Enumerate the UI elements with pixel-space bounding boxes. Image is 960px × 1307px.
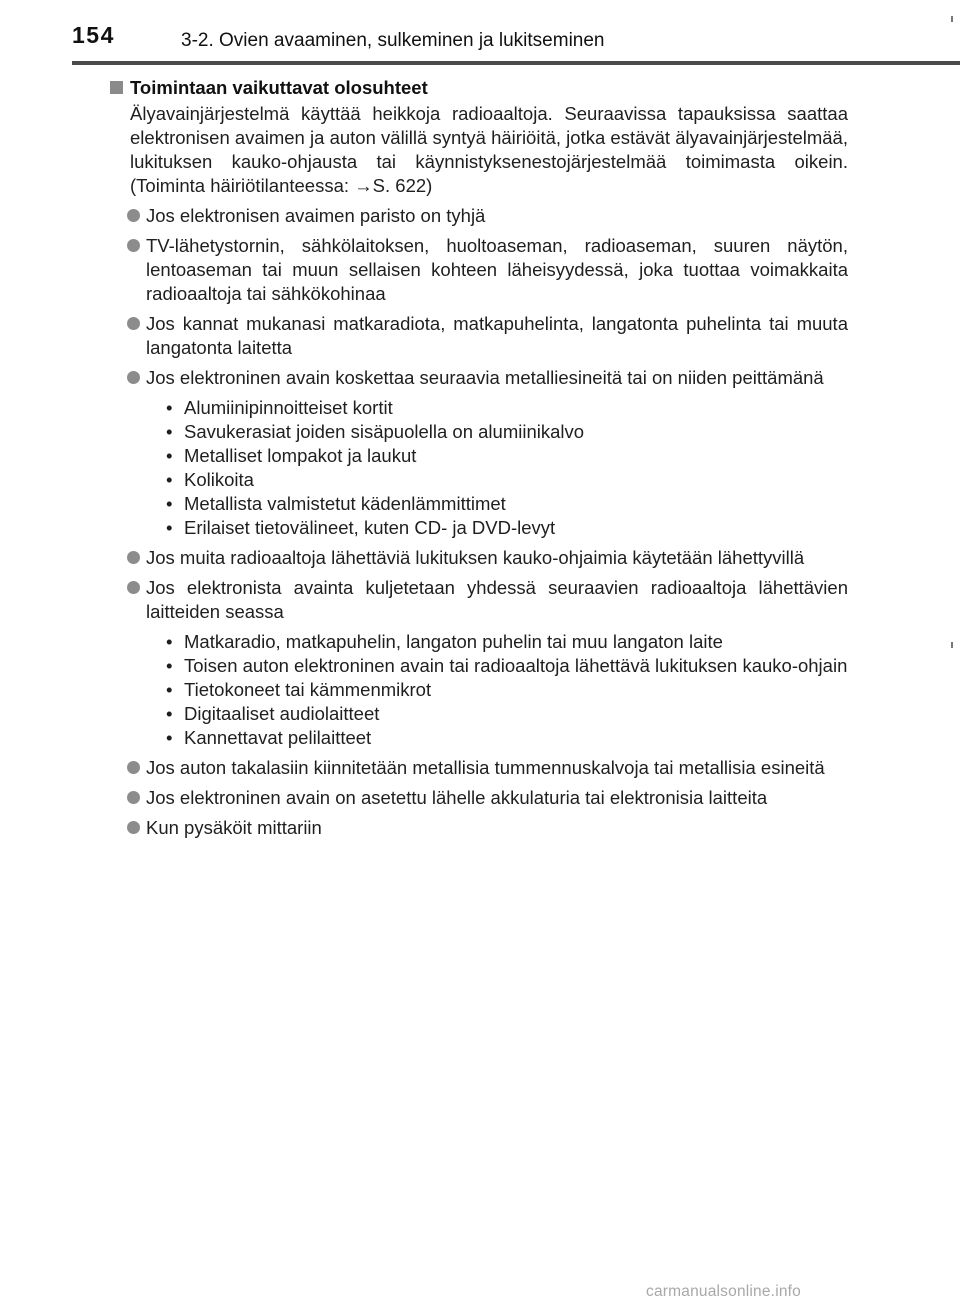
small-bullet-icon: •	[166, 703, 173, 724]
sub-list-item	[162, 468, 848, 492]
sub-list-item	[162, 516, 848, 540]
sub-list-item-text: Savukerasiat joiden sisäpuolella on alumiinikalvo	[184, 421, 585, 442]
sub-list-item-text: Metallista valmistetut kädenlämmittimet	[184, 493, 506, 514]
small-bullet-icon: •	[166, 445, 173, 466]
sub-list-item-text: Toisen auton elektroninen avain tai radioaaltoja lähettävä lukituksen kauko-ohjain	[184, 655, 848, 676]
page-number: 154	[72, 22, 115, 48]
page-header	[0, 0, 960, 62]
circle-bullet-icon	[127, 551, 140, 564]
section-title: 3-2. Ovien avaaminen, sulkeminen ja lukitseminen	[181, 30, 605, 51]
sub-list-item-text: Tietokoneet tai kämmenmikrot	[184, 679, 432, 700]
small-bullet-icon: •	[166, 469, 173, 490]
list-item	[130, 234, 848, 306]
watermark: carmanualsonline.info	[646, 1283, 801, 1300]
sub-list	[162, 396, 848, 540]
condition-list	[130, 204, 848, 840]
section-heading-text: Toimintaan vaikuttavat olosuhteet	[130, 77, 428, 98]
small-bullet-icon: •	[166, 679, 173, 700]
circle-bullet-icon	[127, 791, 140, 804]
sub-list-item	[162, 444, 848, 468]
sub-list-item	[162, 630, 848, 654]
small-bullet-icon: •	[166, 517, 173, 538]
small-bullet-icon: •	[166, 655, 173, 676]
sub-list-item	[162, 726, 848, 750]
sub-list-item	[162, 492, 848, 516]
list-item	[130, 786, 848, 810]
list-item	[130, 756, 848, 780]
list-item-text: Jos kannat mukanasi matkaradiota, matkapuhelinta, langatonta puhelinta tai muuta langatonta laitetta	[146, 313, 848, 358]
crop-mark	[951, 642, 953, 648]
square-bullet-icon	[110, 81, 123, 94]
sub-list-item	[162, 678, 848, 702]
sub-list-item-text: Kolikoita	[184, 469, 254, 490]
small-bullet-icon: •	[166, 727, 173, 748]
list-item-text: Jos elektroninen avain koskettaa seuraavia metalliesineitä tai on niiden peittämänä	[146, 367, 824, 388]
crop-mark	[951, 16, 953, 22]
list-item-text: Kun pysäköit mittariin	[146, 817, 322, 838]
sub-list-item-text: Alumiinipinnoitteiset kortit	[184, 397, 393, 418]
sub-list-item	[162, 702, 848, 726]
circle-bullet-icon	[127, 371, 140, 384]
circle-bullet-icon	[127, 761, 140, 774]
list-item	[130, 366, 848, 540]
small-bullet-icon: •	[166, 493, 173, 514]
list-item-text: Jos muita radioaaltoja lähettäviä lukituksen kauko-ohjaimia käytetään lähettyvillä	[146, 547, 805, 568]
sub-list	[162, 630, 848, 750]
list-item-text: TV-lähetystornin, sähkölaitoksen, huoltoaseman, radioaseman, suuren näytön, lentoaseman tai muun sellaisen kohteen läheisyydessä, joka tuottaa voimakkaita radioaaltoja tai sähkökohinaa	[146, 235, 848, 304]
sub-list-item	[162, 396, 848, 420]
circle-bullet-icon	[127, 317, 140, 330]
sub-list-item-text: Kannettavat pelilaitteet	[184, 727, 372, 748]
list-item	[130, 546, 848, 570]
list-item-text: Jos elektroninen avain on asetettu lähelle akkulaturia tai elektronisia laitteita	[146, 787, 768, 808]
section-heading	[108, 76, 848, 100]
list-item	[130, 312, 848, 360]
list-item	[130, 816, 848, 840]
small-bullet-icon: •	[166, 421, 173, 442]
list-item-text: Jos auton takalasiin kiinnitetään metallisia tummennuskalvoja tai metallisia esineitä	[146, 757, 825, 778]
sub-list-item-text: Digitaaliset audiolaitteet	[184, 703, 380, 724]
sub-list-item-text: Matkaradio, matkapuhelin, langaton puhelin tai muu langaton laite	[184, 631, 723, 652]
small-bullet-icon: •	[166, 631, 173, 652]
circle-bullet-icon	[127, 209, 140, 222]
sub-list-item-text: Metalliset lompakot ja laukut	[184, 445, 417, 466]
header-divider	[72, 61, 960, 65]
circle-bullet-icon	[127, 581, 140, 594]
page-content	[108, 76, 848, 846]
sub-list-item-text: Erilaiset tietovälineet, kuten CD- ja DVD-levyt	[184, 517, 556, 538]
list-item-text: Jos elektronisen avaimen paristo on tyhjä	[146, 205, 486, 226]
sub-list-item	[162, 654, 848, 678]
list-item-text: Jos elektronista avainta kuljetetaan yhdessä seuraavien radioaaltoja lähettävien laitteiden seassa	[146, 577, 848, 622]
small-bullet-icon: •	[166, 397, 173, 418]
circle-bullet-icon	[127, 239, 140, 252]
sub-list-item	[162, 420, 848, 444]
list-item	[130, 204, 848, 228]
list-item	[130, 576, 848, 750]
circle-bullet-icon	[127, 821, 140, 834]
intro-paragraph: Älyavainjärjestelmä käyttää heikkoja radioaaltoja. Seuraavissa tapauksissa saattaa elektronisen avaimen ja auton välillä syntyä häiriöitä, jotka estävät älyavainjärjestelmää, lukituksen kauko-ohjausta tai käynnistyksenestojärjestelmää toimimasta oikein. (Toiminta häiriötilanteessa: →S. 622)	[130, 103, 848, 196]
